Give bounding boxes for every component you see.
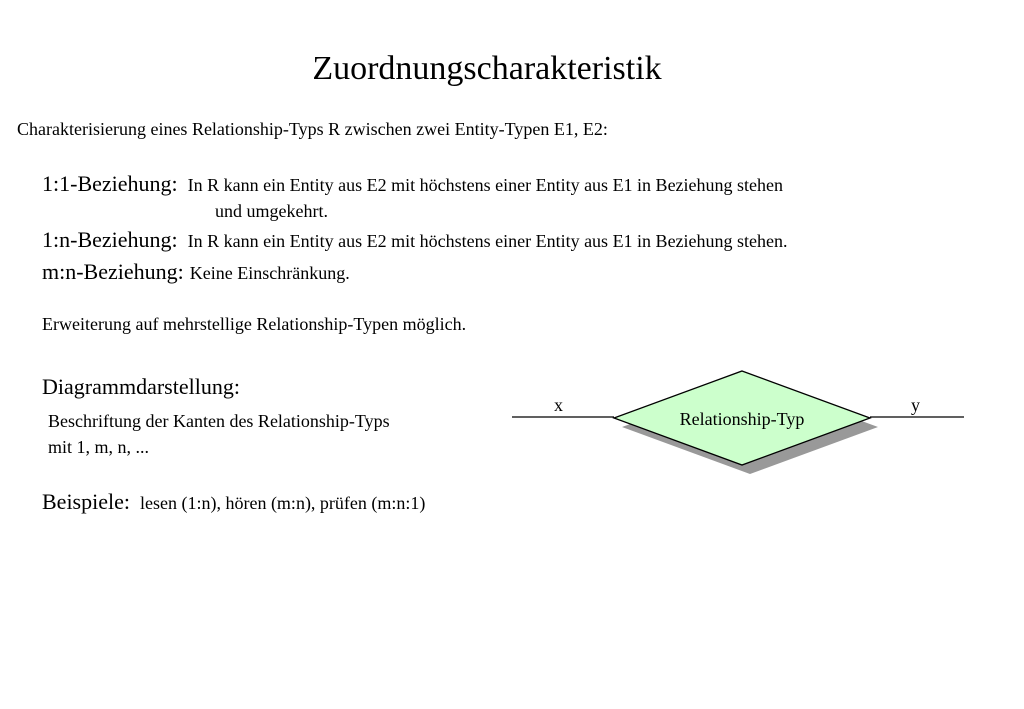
relation-1-1-text-cont: und umgekehrt.: [215, 201, 328, 221]
diagram-heading: Diagrammdarstellung:: [42, 374, 240, 399]
relation-1-1-label: 1:1-Beziehung:: [42, 171, 178, 196]
relation-m-n-text: Keine Einschränkung.: [189, 263, 350, 283]
page-title: Zuordnungscharakteristik: [312, 50, 662, 87]
relation-m-n: [42, 259, 350, 285]
relationship-type-label: Relationship-Typ: [679, 409, 805, 429]
extension-text: Erweiterung auf mehrstellige Relationship-Typen möglich.: [42, 314, 467, 334]
right-edge-label: y: [911, 395, 920, 415]
intro-text: Charakterisierung eines Relationship-Typs R zwischen zwei Entity-Typen E1, E2:: [17, 119, 608, 139]
examples-text: lesen (1:n), hören (m:n), prüfen (m:n:1): [139, 493, 426, 513]
relation-1-n: [42, 227, 788, 253]
relation-1-1: [42, 171, 783, 197]
examples: [42, 489, 425, 515]
relation-1-n-text: In R kann ein Entity aus E2 mit höchstens einer Entity aus E1 in Beziehung stehen.: [187, 231, 788, 251]
relation-1-n-label: 1:n-Beziehung:: [42, 227, 178, 252]
diagram-description-line2: mit 1, m, n, ...: [48, 437, 150, 457]
diagram-description-line1: Beschriftung der Kanten des Relationship-Typs: [48, 411, 390, 431]
relation-1-1-text: In R kann ein Entity aus E2 mit höchstens einer Entity aus E1 in Beziehung stehen: [187, 175, 784, 195]
relation-m-n-label: m:n-Beziehung:: [42, 259, 184, 284]
examples-label: Beispiele:: [42, 489, 130, 514]
left-edge-label: x: [554, 395, 563, 415]
